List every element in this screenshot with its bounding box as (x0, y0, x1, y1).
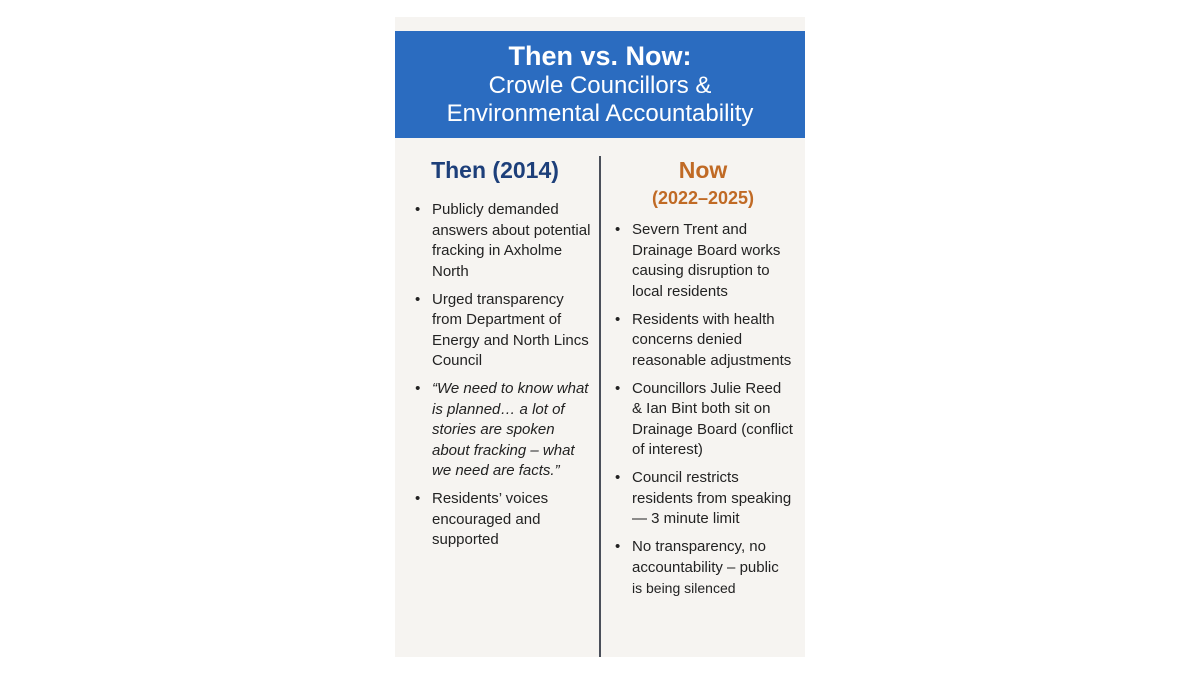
title-banner (395, 31, 805, 138)
list-item-continuation: is being silenced (632, 580, 736, 596)
subtitle-line-1: Crowle Councillors & (488, 72, 712, 99)
now-heading-block (601, 157, 805, 210)
list-item: • Councillors Julie Reed & Ian Bint both sit on Drainage Board (conflict of interest) (615, 379, 795, 461)
list-item: • Residents with health concerns denied reasonable adjustments (615, 310, 795, 372)
list-item: • Publicly demanded answers about potential fracking in Axholme North (415, 200, 593, 282)
list-item: • Urged transparency from Department of Energy and North Lincs Council (415, 290, 593, 372)
now-years: (2022–2025) (651, 188, 755, 208)
list-item: • Residents’ voices encouraged and supported (415, 489, 593, 551)
subtitle-line-2: Environmental Accountability (446, 100, 754, 127)
now-heading: Now (678, 157, 728, 183)
column-divider (599, 156, 601, 657)
list-item-text: No transparency, no accountability – public (632, 538, 779, 576)
then-list (415, 200, 593, 558)
infographic-card (395, 17, 805, 657)
then-heading: Then (2014) (431, 157, 559, 183)
list-item: • Council restricts residents from speaking — 3 minute limit (615, 468, 795, 530)
now-list (615, 220, 795, 607)
list-item: • Severn Trent and Drainage Board works causing disruption to local residents (615, 220, 795, 302)
list-item (615, 537, 795, 600)
title: Then vs. Now: (508, 41, 692, 71)
quote-item: • “We need to know what is planned… a lot of stories are spoken about fracking – what we need are facts.” (415, 379, 593, 482)
